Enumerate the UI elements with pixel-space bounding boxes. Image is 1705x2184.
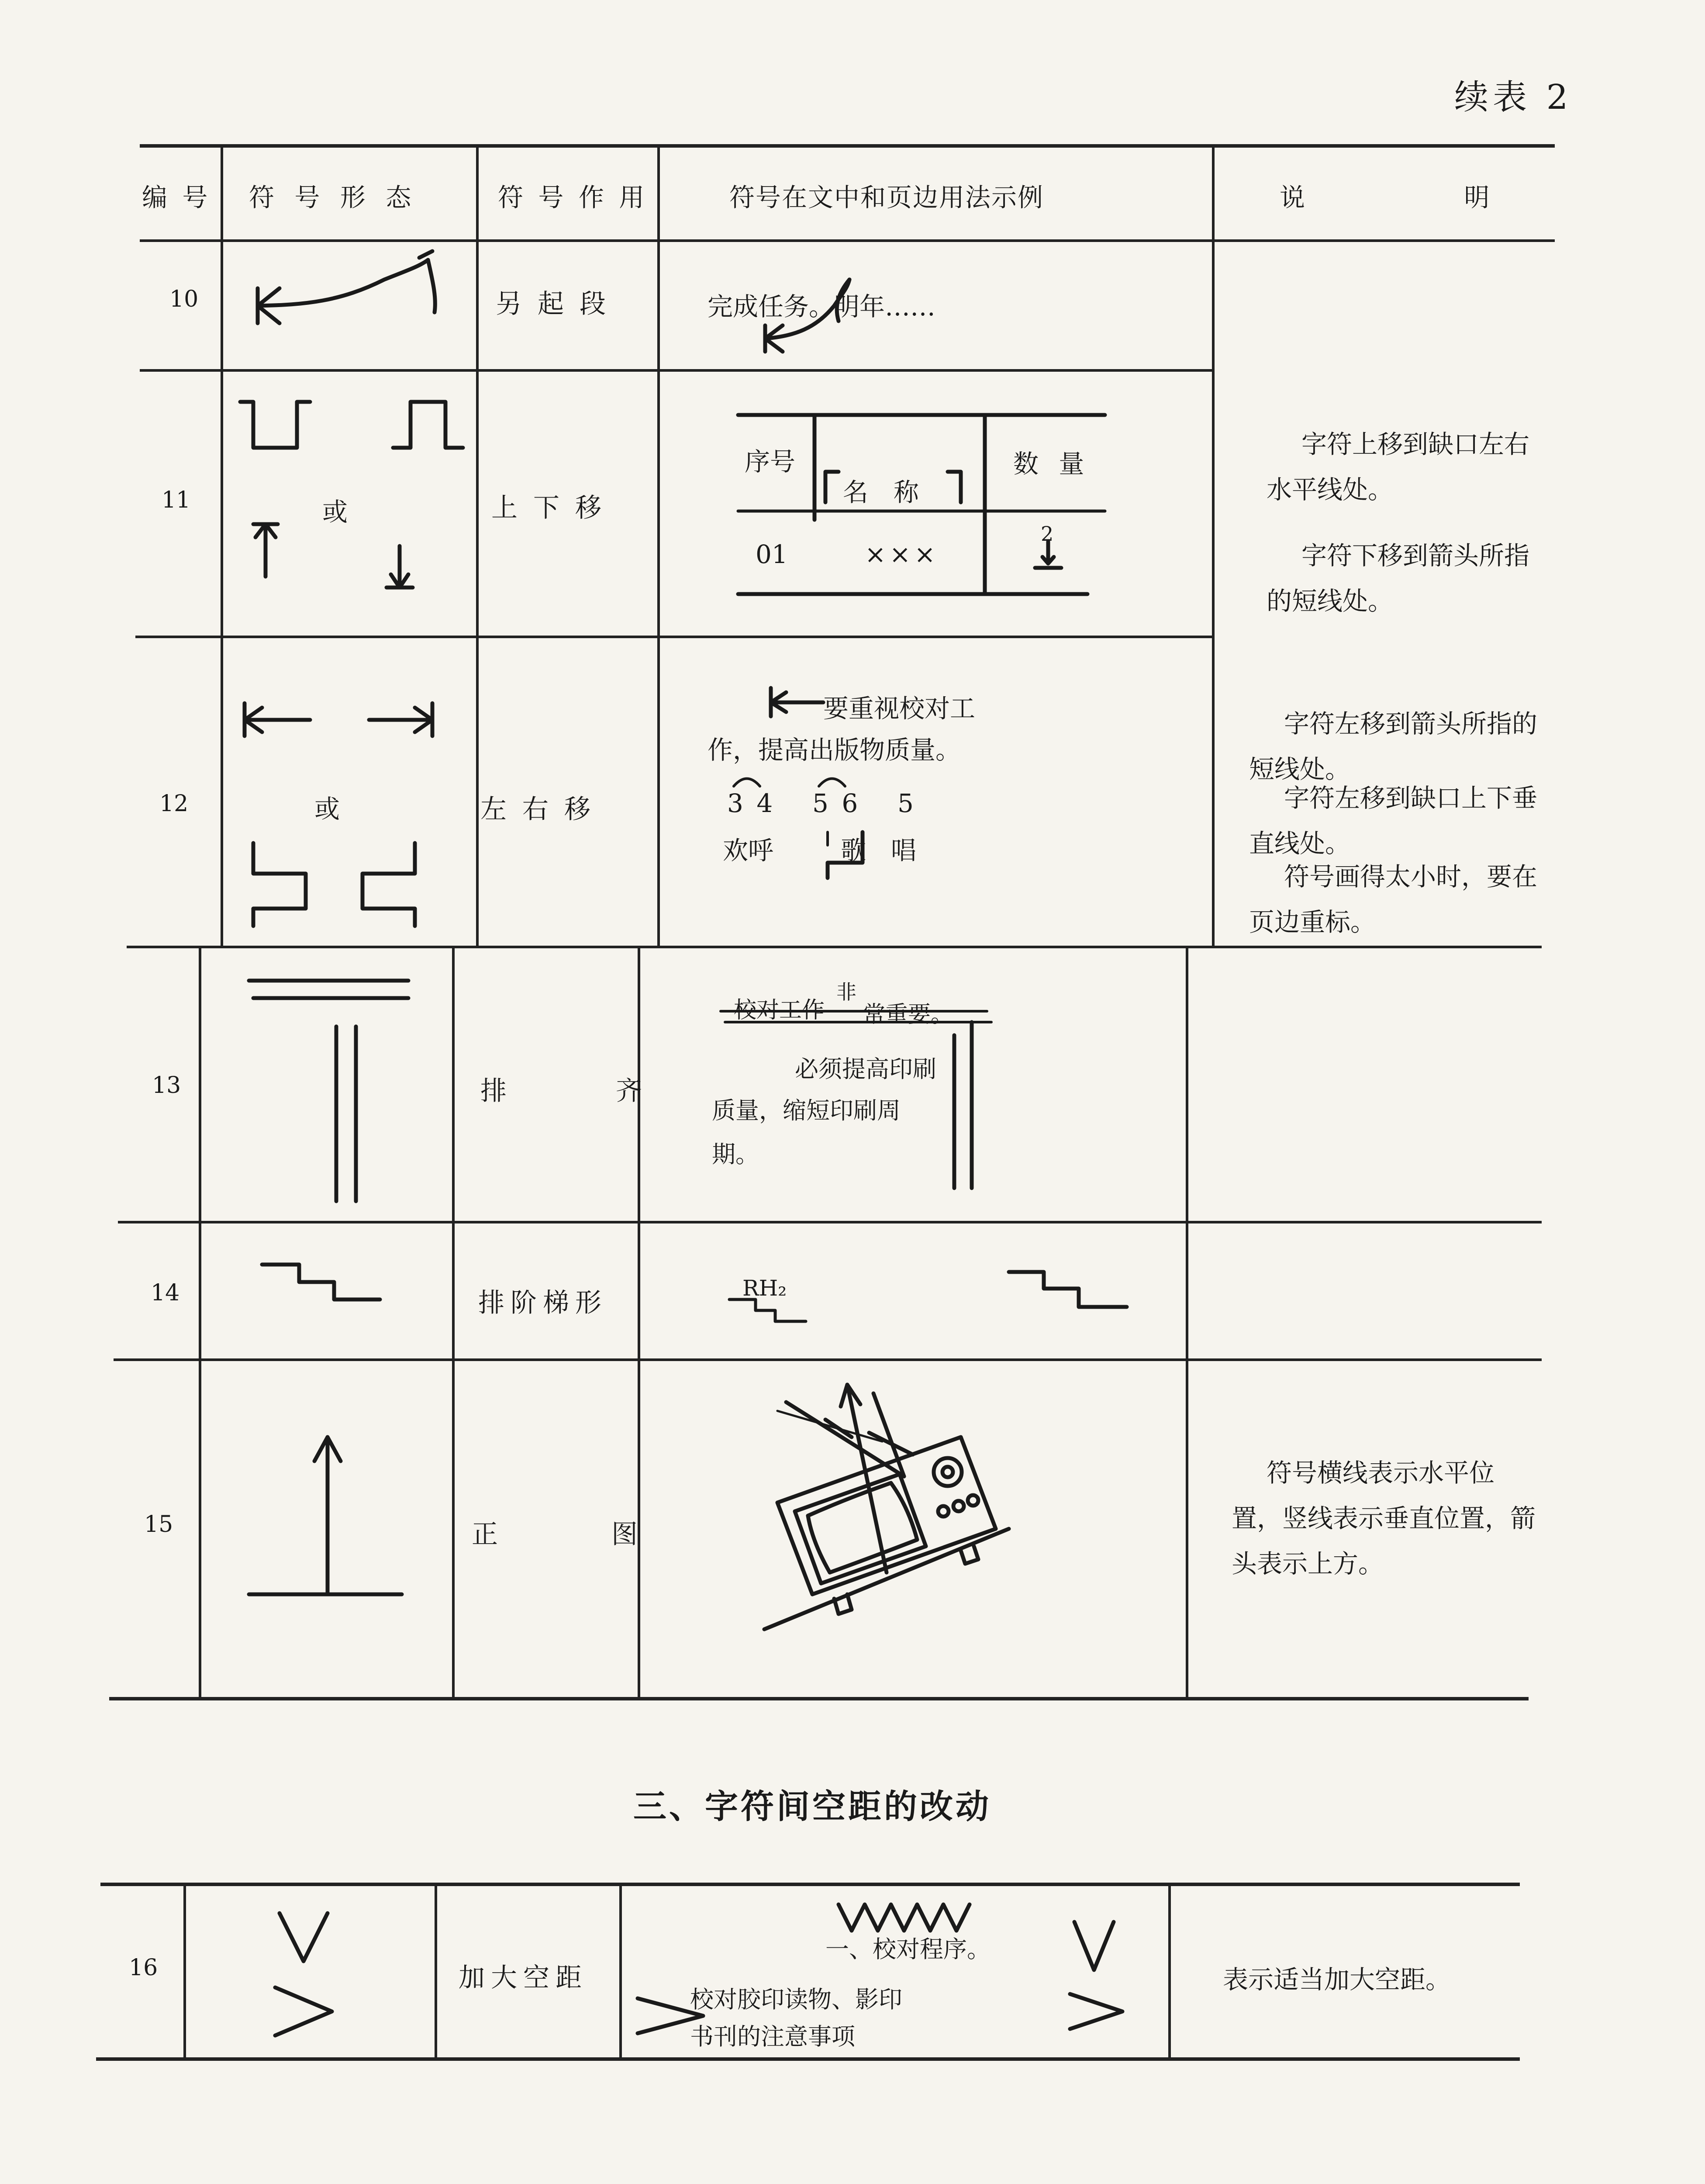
table-top-rule — [140, 144, 1555, 148]
row-number: 16 — [129, 1955, 158, 1981]
row-function: 排阶梯形 — [478, 1288, 607, 1318]
row-function: 上下移 — [491, 493, 617, 523]
row-function: 加大空距 — [459, 1963, 588, 1993]
move-down-mark — [1033, 542, 1068, 577]
move-up-mark — [821, 467, 970, 511]
example-note-3: 5 — [897, 788, 914, 818]
example-para-3: 期。 — [712, 1140, 759, 1168]
example-move-left-mark — [766, 686, 828, 721]
staircase-symbol — [258, 1258, 389, 1306]
note-11-b: 字符下移到箭头所指的短线处。 — [1267, 541, 1530, 616]
col-rule-4b — [1186, 946, 1188, 1699]
example-staircase-mark — [725, 1295, 812, 1330]
example-line3: 书刊的注意事项 — [690, 2023, 855, 2050]
shape-or: 或 — [322, 497, 348, 527]
note-16: 表示适当加大空距。 — [1223, 1965, 1451, 1994]
continued-label: 续表 2 — [1454, 78, 1573, 117]
example-note-2: 5 6 — [812, 788, 861, 818]
table-bottom-rule — [109, 1697, 1529, 1700]
row-function: 左右移 — [480, 794, 606, 825]
example-line2: 校对胶印读物、影印 — [690, 1986, 902, 2013]
row-function: 正图 — [472, 1519, 751, 1550]
example-lyric-1: 欢呼 — [723, 836, 774, 865]
col-rule-3b — [638, 946, 640, 1699]
row-number: 10 — [169, 286, 199, 312]
row-number: 13 — [152, 1072, 181, 1099]
col-rule-2 — [476, 144, 479, 948]
row-example-text: 完成任务。明年…… — [708, 292, 936, 321]
example-line1: 要重视校对工 — [823, 694, 976, 723]
header-function: 符 号 作 用 — [498, 183, 648, 212]
example-lyric-2: 歌 — [841, 836, 866, 865]
col-rule-3 — [657, 144, 660, 948]
table16-top-rule — [100, 1883, 1520, 1886]
tv-illustration — [760, 1367, 1048, 1638]
example-col1-header: 序号 — [745, 447, 796, 477]
staircase-margin-mark — [1004, 1267, 1136, 1310]
align-symbol — [245, 974, 419, 1201]
row-number: 11 — [162, 487, 191, 513]
note-12-c: 符号画得太小时，要在页边重标。 — [1249, 862, 1538, 937]
col16-rule-1 — [183, 1883, 186, 2060]
example-lyric-3: 唱 — [891, 836, 917, 865]
header-no: 编 号 — [142, 183, 211, 212]
row-number: 14 — [151, 1280, 180, 1306]
row-function: 排齐 — [480, 1076, 751, 1106]
example-col3-header: 数 量 — [1013, 449, 1091, 479]
shape-or: 或 — [314, 794, 340, 824]
section-title: 三、字符间空距的改动 — [633, 1787, 991, 1826]
col-rule-2b — [452, 946, 455, 1699]
table16-bottom-rule — [96, 2057, 1520, 2061]
note-12-a: 字符左移到箭头所指的短线处。 — [1249, 709, 1538, 784]
example-line1-c: 常重要。 — [863, 1002, 954, 1028]
move-up-down-symbols — [236, 393, 463, 603]
row-number: 15 — [144, 1511, 173, 1538]
example-line2: 作，提高出版物质量。 — [708, 735, 961, 765]
upright-symbol — [245, 1428, 411, 1603]
row-function: 另起段 — [496, 289, 621, 319]
row-number: 12 — [159, 791, 189, 817]
note-12-b: 字符左移到缺口上下垂直线处。 — [1249, 783, 1538, 858]
header-bottom-rule — [140, 239, 1555, 242]
spacing-margin-marks — [1066, 1918, 1127, 2040]
col-rule-1 — [221, 144, 223, 948]
header-note: 说 明 — [1280, 183, 1493, 212]
move-left-right-symbols — [240, 703, 441, 930]
col16-rule-4 — [1168, 1883, 1171, 2060]
row-rule-11 — [135, 636, 1214, 638]
example-para-1: 必须提高印刷 — [795, 1055, 936, 1083]
col-rule-4 — [1212, 144, 1215, 948]
example-row-no: 01 — [756, 539, 788, 569]
col16-rule-2 — [435, 1883, 437, 2060]
example-line1-a: 校对工作 — [734, 997, 825, 1023]
example-note-1: 3 4 — [727, 788, 776, 818]
header-shape: 符 号 形 态 — [249, 183, 418, 212]
example-formula: RH₂ — [742, 1275, 787, 1301]
example-row-qty: 2 — [1041, 522, 1054, 546]
col16-rule-3 — [619, 1883, 622, 2060]
row-rule-12 — [127, 946, 1542, 948]
example-para-2: 质量，缩短印刷周 — [712, 1097, 901, 1124]
example-line1-b: 非 — [836, 980, 856, 1004]
row-rule-13 — [118, 1221, 1542, 1223]
note-11-a: 字符上移到缺口左右水平线处。 — [1267, 429, 1530, 505]
example-row-name: ××× — [865, 539, 939, 569]
increase-spacing-symbol — [271, 1909, 341, 2040]
col-rule-1b — [199, 946, 201, 1699]
row-rule-14 — [114, 1358, 1542, 1361]
example-new-paragraph-mark — [756, 271, 878, 358]
row-rule-10 — [140, 369, 1214, 372]
note-15: 符号横线表示水平位置，竖线表示垂直位置，箭头表示上方。 — [1232, 1458, 1536, 1579]
header-example: 符号在文中和页边用法示例 — [729, 183, 1044, 212]
example-col2-header: 名 称 — [843, 477, 919, 507]
example-line1: 一、校对程序。 — [825, 1935, 991, 1963]
new-paragraph-symbol — [253, 253, 445, 349]
move-left-gap-mark — [815, 828, 876, 885]
